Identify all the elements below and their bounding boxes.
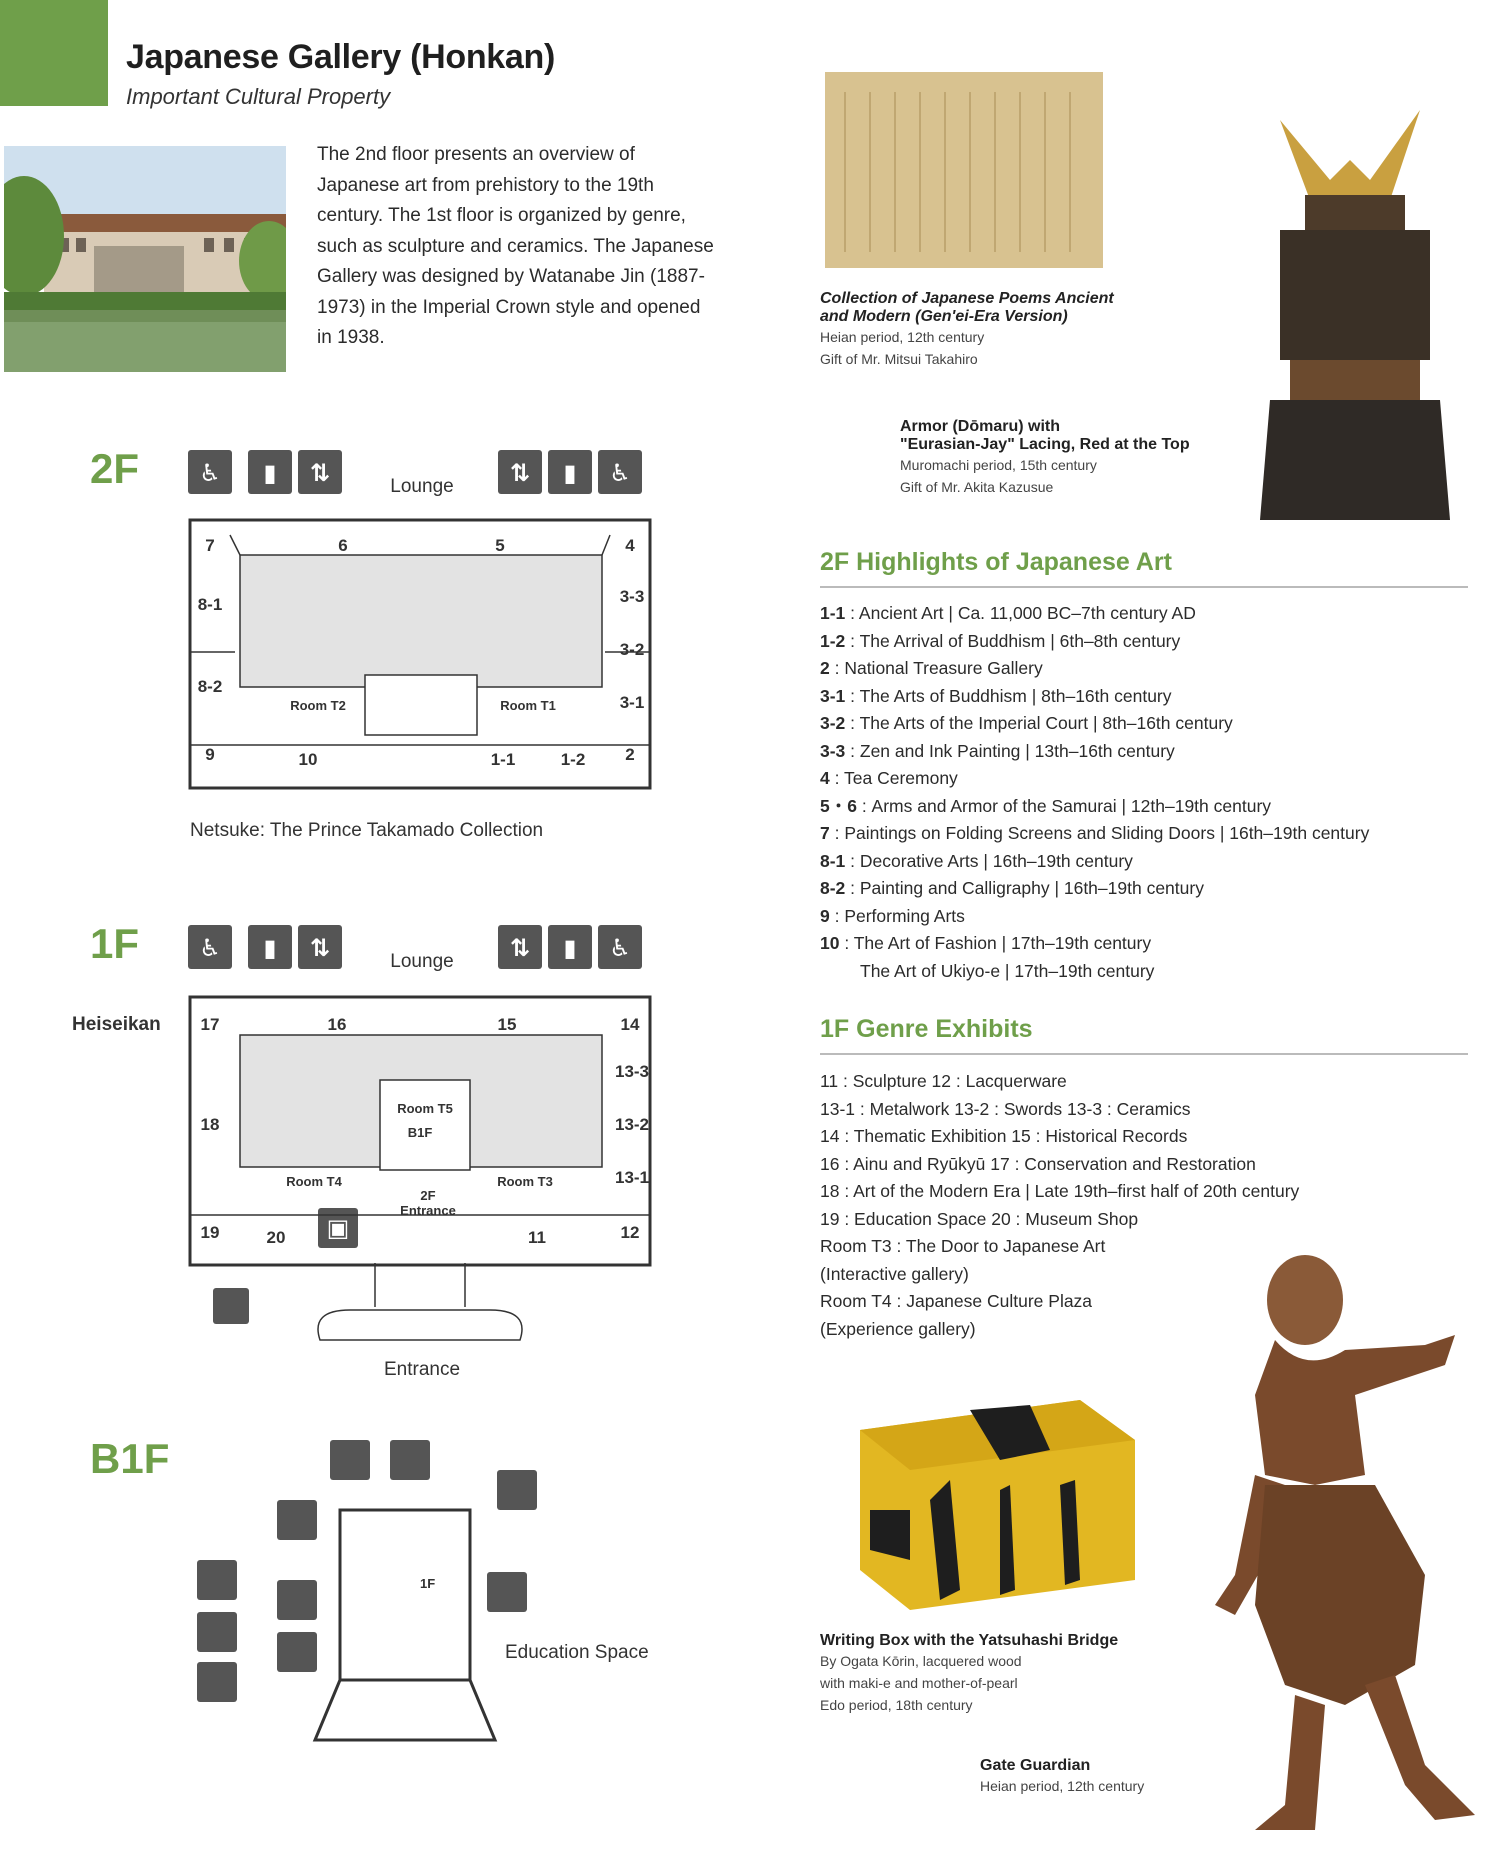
genre-heading: 1F Genre Exhibits	[820, 1015, 1033, 1043]
svg-text:▣: ▣	[326, 1214, 350, 1242]
poems-period: Heian period, 12th century	[820, 329, 985, 345]
audio-guide-icon	[213, 1288, 249, 1324]
locker-icon	[277, 1580, 317, 1620]
gate-guardian-title: Gate Guardian	[980, 1757, 1091, 1774]
list-item: Room T3 : The Door to Japanese Art	[820, 1236, 1106, 1256]
room-19: 19	[200, 1223, 220, 1242]
building-photo	[4, 146, 286, 372]
room-15: 15	[497, 1015, 517, 1034]
floor-label-2f: 2F	[90, 445, 140, 492]
room-13-2: 13-2	[614, 1115, 650, 1134]
vending-icon	[487, 1572, 527, 1612]
room-17: 17	[200, 1015, 220, 1034]
writing-box-line3: Edo period, 18th century	[820, 1697, 973, 1713]
room-14: 14	[620, 1015, 640, 1034]
poems-title-1: Collection of Japanese Poems Ancient	[820, 290, 1114, 307]
netsuke-label: Netsuke: The Prince Takamado Collection	[190, 820, 544, 841]
room-7: 7	[205, 536, 215, 555]
floor-plan-1f	[70, 915, 670, 1385]
heiseikan-label: Heiseikan	[72, 1014, 161, 1035]
list-item: 16 : Ainu and Ryūkyū 17 : Conservation and Restoration	[820, 1153, 1256, 1174]
list-item: 18 : Art of the Modern Era | Late 19th–first half of 20th century	[820, 1181, 1300, 1201]
restroom-icon	[330, 1440, 370, 1480]
writing-box-line2: with maki-e and mother-of-pearl	[820, 1675, 1018, 1691]
svg-text:⇅: ⇅	[309, 934, 331, 962]
room-10: 10	[298, 750, 318, 769]
list-item: 14 : Thematic Exhibition 15 : Historical Records	[820, 1126, 1188, 1146]
restroom-icon	[497, 1470, 537, 1510]
armor-title-2: "Eurasian-Jay" Lacing, Red at the Top	[900, 436, 1190, 453]
genre-rule	[820, 1053, 1468, 1055]
floor-label-1f: 1F	[90, 920, 140, 967]
header-color-block	[0, 0, 108, 106]
list-item: 19 : Education Space 20 : Museum Shop	[820, 1208, 1139, 1229]
poems-title-2: and Modern (Gen'ei-Era Version)	[820, 308, 1068, 325]
list-item: 8-2 : Painting and Calligraphy | 16th–19th century	[820, 878, 1204, 898]
list-item: 1-2 : The Arrival of Buddhism | 6th–8th century	[820, 630, 1181, 651]
list-item: 3-1 : The Arts of Buddhism | 8th–16th century	[820, 685, 1172, 706]
highlights-list	[820, 600, 1480, 985]
poems-caption	[820, 290, 1210, 370]
baby-room-icon	[197, 1662, 237, 1702]
gate-guardian-caption	[980, 1757, 1240, 1797]
highlights-rule	[820, 586, 1468, 588]
svg-text:▮: ▮	[563, 459, 577, 487]
list-item: (Interactive gallery)	[820, 1263, 969, 1284]
page-subtitle: Important Cultural Property	[126, 84, 391, 109]
accessible-icon	[197, 1612, 237, 1652]
list-item: 11 : Sculpture 12 : Lacquerware	[820, 1071, 1067, 1091]
entrance-label: Entrance	[383, 1359, 461, 1380]
list-item: 2 : National Treasure Gallery	[820, 658, 1043, 678]
writing-box-image	[850, 1390, 1140, 1620]
list-item: 9 : Performing Arts	[820, 905, 965, 926]
room-8-1: 8-1	[197, 595, 223, 614]
armor-gift: Gift of Mr. Akita Kazusue	[900, 479, 1054, 495]
education-space-label: Education Space	[505, 1642, 649, 1663]
room-13-1: 13-1	[614, 1168, 650, 1187]
armor-period: Muromachi period, 15th century	[900, 457, 1097, 473]
svg-text:▮: ▮	[563, 934, 577, 962]
page-title: Japanese Gallery (Honkan)	[126, 38, 556, 76]
room-3-2: 3-2	[619, 640, 645, 659]
room-8-2: 8-2	[197, 677, 223, 696]
room-20: 20	[266, 1228, 286, 1247]
room-12: 12	[620, 1223, 640, 1242]
family-restroom-icon	[197, 1560, 237, 1600]
svg-text:⇅: ⇅	[509, 459, 531, 487]
room-3-1: 3-1	[619, 693, 645, 712]
svg-text:♿: ♿	[609, 459, 631, 487]
gate-guardian-image	[1195, 1245, 1495, 1835]
room-t1: Room T1	[500, 698, 556, 713]
armor-image	[1250, 100, 1460, 540]
armor-caption	[900, 418, 1260, 498]
svg-text:⇅: ⇅	[509, 934, 531, 962]
svg-text:♿: ♿	[609, 934, 631, 962]
room-13-3: 13-3	[614, 1062, 650, 1081]
room-4: 4	[625, 536, 635, 555]
list-item: 4 : Tea Ceremony	[820, 768, 958, 788]
poems-manuscript-image	[825, 72, 1103, 268]
lounge-label-2f: Lounge	[390, 476, 454, 497]
room-11: 11	[528, 1228, 546, 1247]
inner-entrance-label: Entrance	[400, 1203, 456, 1218]
phone-icon	[277, 1632, 317, 1672]
elevator-icon	[277, 1500, 317, 1540]
armor-title-1: Armor (Dōmaru) with	[900, 418, 1060, 435]
room-2: 2	[625, 745, 635, 764]
svg-text:♿: ♿	[199, 934, 221, 962]
list-item: 3-3 : Zen and Ink Painting | 13th–16th century	[820, 740, 1175, 761]
floor-plan-2f	[70, 440, 670, 850]
list-item: Room T4 : Japanese Culture Plaza	[820, 1291, 1093, 1311]
floor-label-b1f: B1F	[90, 1435, 170, 1482]
svg-text:♿: ♿	[199, 459, 221, 487]
room-5: 5	[495, 536, 505, 555]
room-t2: Room T2	[290, 698, 346, 713]
list-item: 1-1 : Ancient Art | Ca. 11,000 BC–7th century AD	[820, 603, 1196, 623]
list-item: 13-1 : Metalwork 13-2 : Swords 13-3 : Ceramics	[820, 1098, 1191, 1119]
poems-gift: Gift of Mr. Mitsui Takahiro	[820, 351, 978, 367]
room-16: 16	[327, 1015, 347, 1034]
writing-box-title: Writing Box with the Yatsuhashi Bridge	[820, 1632, 1119, 1649]
lounge-label-1f: Lounge	[390, 951, 454, 972]
list-item: 3-2 : The Arts of the Imperial Court | 8th–16th century	[820, 713, 1233, 733]
intro-paragraph: The 2nd floor presents an overview of Japanese art from prehistory to the 19th century. The 1st floor is organized by genre, such as sculpture and ceramics. The Japanese Gallery was designed by Watanabe Jin (1887-1973) in the Imperial Crown style and opened in 1938.	[317, 144, 714, 348]
writing-box-line1: By Ogata Kōrin, lacquered wood	[820, 1653, 1022, 1669]
list-item: The Art of Ukiyo-e | 17th–19th century	[860, 960, 1155, 981]
room-18: 18	[200, 1115, 220, 1134]
gate-guardian-period: Heian period, 12th century	[980, 1778, 1145, 1794]
list-item: 5・6 : Arms and Armor of the Samurai | 12th–19th century	[820, 795, 1272, 816]
room-9: 9	[205, 745, 215, 764]
to-b1f-label: B1F	[407, 1125, 433, 1140]
to-2f-label: 2F	[420, 1188, 436, 1203]
room-1-1: 1-1	[490, 750, 516, 769]
svg-text:⇅: ⇅	[309, 459, 331, 487]
to-1f-label: 1F	[420, 1576, 436, 1591]
list-item: 7 : Paintings on Folding Screens and Sliding Doors | 16th–19th century	[820, 823, 1370, 843]
svg-text:▮: ▮	[263, 459, 277, 487]
room-t5: Room T5	[397, 1101, 453, 1116]
list-item: 10 : The Art of Fashion | 17th–19th century	[820, 933, 1152, 953]
room-t4: Room T4	[286, 1174, 342, 1189]
highlights-heading: 2F Highlights of Japanese Art	[820, 548, 1172, 576]
floor-plan-b1f	[195, 1440, 675, 1770]
svg-text:▮: ▮	[263, 934, 277, 962]
accessible-icon	[390, 1440, 430, 1480]
list-item: (Experience gallery)	[820, 1318, 976, 1339]
list-item: 8-1 : Decorative Arts | 16th–19th century	[820, 850, 1133, 871]
room-6: 6	[338, 536, 348, 555]
room-1-2: 1-2	[560, 750, 586, 769]
room-3-3: 3-3	[619, 587, 645, 606]
writing-box-caption	[820, 1632, 1220, 1716]
room-t3: Room T3	[497, 1174, 553, 1189]
